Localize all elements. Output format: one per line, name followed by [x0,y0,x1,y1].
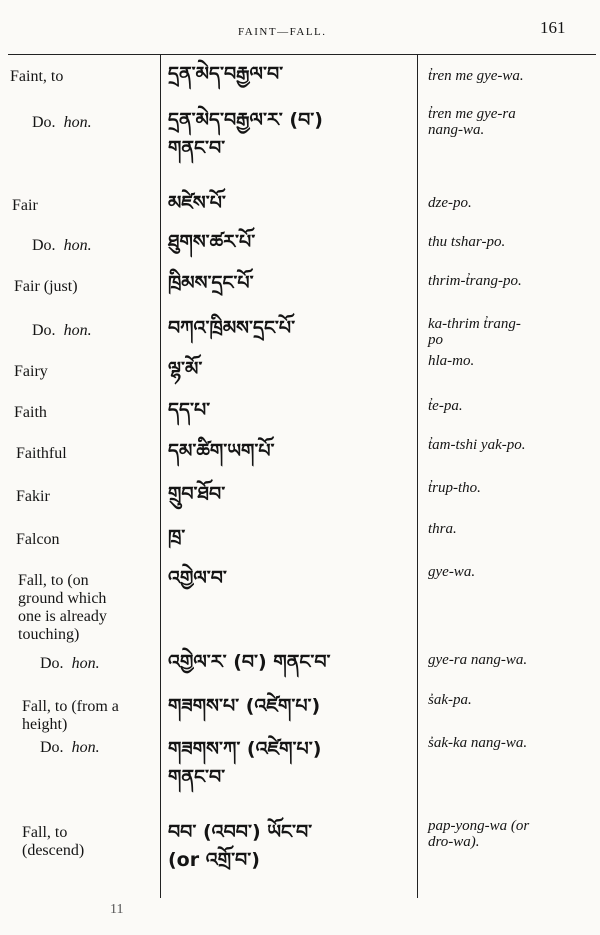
english-headword: Fakir [16,488,50,505]
english-headword: Fairy [14,363,48,380]
english-headword: Fall, to (descend) [22,824,85,859]
transliteration: ka-thrim t̓rang- po [428,316,521,348]
tibetan-text: ཁྲ་ [168,526,186,548]
english-headword: Fall, to (from a height) [22,698,119,733]
english-headword: Do. hon. [40,655,100,672]
tibetan-text: གཟགས་པ་ (འཛེག་པ་) [168,695,321,717]
transliteration: s̓ak-ka nang-wa. [428,735,528,751]
english-headword: Fair (just) [14,278,78,295]
transliteration: s̓ak-pa. [428,692,472,708]
tibetan-text: ལྷ་མོ་ [168,358,203,380]
column-divider-1 [160,55,161,898]
english-headword: Faint, to [10,68,64,85]
transliteration: pap-yong-wa (or dro-wa). [428,818,530,850]
transliteration: t̓am-tshi yak-po. [428,437,526,453]
english-headword: Faithful [16,445,67,462]
english-headword: Fall, to (on ground which one is already touching) [18,572,107,643]
tibetan-text: ཐུགས་ཚར་པོ་ [168,231,256,253]
english-headword: Do. hon. [32,114,92,131]
transliteration: thrim-t̓rang-po. [428,273,522,289]
transliteration: hla-mo. [428,353,475,369]
english-headword: Do. hon. [32,237,92,254]
transliteration: thra. [428,521,457,537]
tibetan-text: གཟགས་ཀ་ (འཛེག་པ་) གནང་བ་ [168,738,322,788]
header-rule [8,54,596,55]
english-headword: Faith [14,404,47,421]
tibetan-text: གྲུབ་ཐོབ་ [168,483,226,505]
transliteration: thu tshar-po. [428,234,506,250]
english-headword: Do. hon. [32,322,92,339]
transliteration: t̓ren me gye-wa. [428,68,524,84]
tibetan-text: དད་པ་ [168,399,211,421]
tibetan-text: དྲན་མེད་བརྒྱལ་བ་ [168,63,284,85]
transliteration: t̓e-pa. [428,398,463,414]
tibetan-text: དམ་ཚིག་ཡག་པོ་ [168,440,275,462]
transliteration: t̓ren me gye-ra nang-wa. [428,106,516,138]
transliteration: dze-po. [428,195,472,211]
running-head: FAINT—FALL. [238,26,327,38]
transliteration: gye-wa. [428,564,476,580]
english-headword: Fair [12,197,38,214]
column-divider-2 [417,55,418,898]
tibetan-text: འགྱེལ་ར་ (བ་) གནང་བ་ [168,651,331,673]
transliteration: gye-ra nang-wa. [428,652,528,668]
transliteration: t̓rup-tho. [428,480,481,496]
tibetan-text: ཁྲིམས་དྲང་པོ་ [168,272,254,294]
page-number: 161 [540,18,566,37]
english-headword: Do. hon. [40,739,100,756]
tibetan-text: མཛེས་པོ་ [168,192,226,214]
tibetan-text: འགྱེལ་བ་ [168,567,227,589]
english-headword: Falcon [16,531,60,548]
tibetan-text: བཀའ་ཁྲིམས་དྲང་པོ་ [168,317,296,339]
page-header [0,18,600,48]
tibetan-text: དྲན་མེད་བརྒྱལ་ར་ (བ་) གནང་བ་ [168,109,323,159]
signature-mark: 11 [110,902,124,917]
tibetan-text: བབ་ (འབབ་) ཡོང་བ་ (or འགྲོ་བ་) [168,821,313,871]
